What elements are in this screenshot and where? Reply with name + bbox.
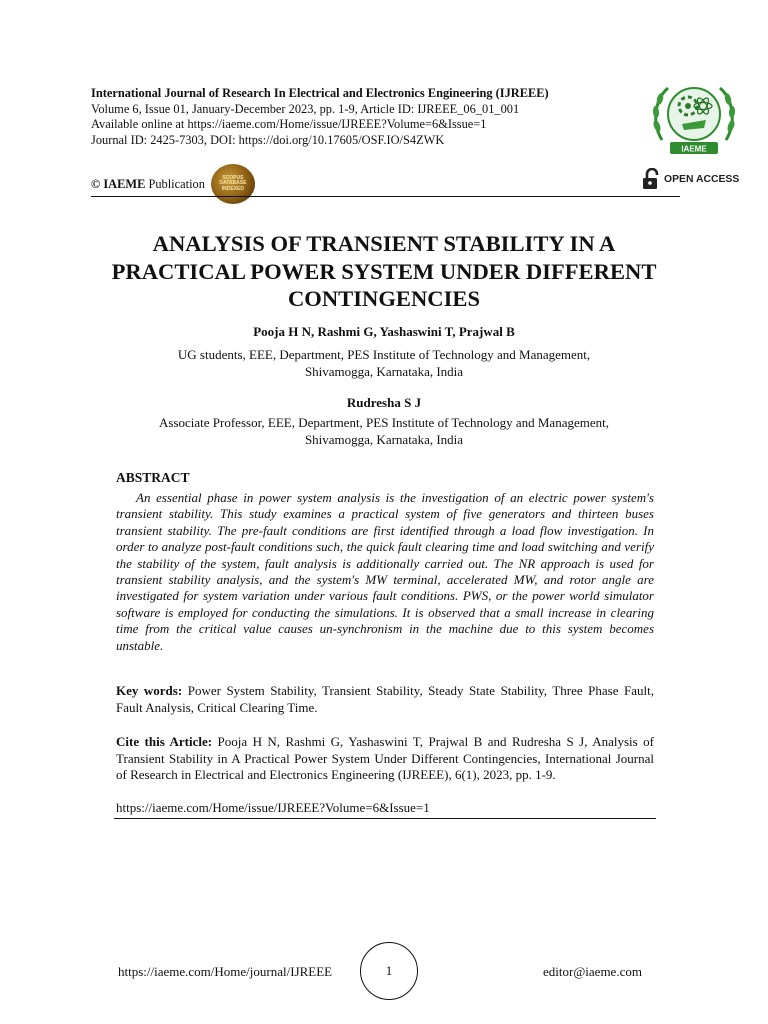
keywords <box>116 683 654 716</box>
open-access-text: OPEN ACCESS <box>664 173 740 185</box>
journal-header <box>91 86 631 148</box>
iaeme-logo-icon <box>648 80 740 162</box>
publisher-name: © IAEME <box>91 176 146 191</box>
affiliation-2-line2: Shivamogga, Karnataka, India <box>304 431 464 447</box>
affiliation-1-line1: UG students, EEE, Department, PES Institute of Technology and Management, <box>177 347 591 362</box>
affiliation-2 <box>91 415 677 448</box>
scopus-badge-icon: SCOPUS DATABASE INDEXED <box>211 164 255 204</box>
affiliation-1-line2: Shivamogga, Karnataka, India <box>304 363 464 379</box>
available-online-line[interactable]: Available online at https://iaeme.com/Home/issue/IJREEE?Volume=6&Issue=1 <box>91 117 487 132</box>
citation-divider <box>114 818 656 819</box>
open-lock-icon <box>642 168 660 190</box>
cite-label: Cite this Article: <box>116 734 213 749</box>
citation <box>116 734 654 784</box>
abstract-heading: ABSTRACT <box>116 470 190 485</box>
footer-journal-url[interactable]: https://iaeme.com/Home/journal/IJREEE <box>118 964 333 979</box>
citation-url[interactable]: https://iaeme.com/Home/issue/IJREEE?Volume=6&Issue=1 <box>116 800 430 815</box>
author-list: Pooja H N, Rashmi G, Yashaswini T, Prajwal B <box>253 324 515 339</box>
logo-text: IAEME <box>681 144 707 154</box>
publisher-suffix: Publication <box>145 176 205 191</box>
affiliation-2-line1: Associate Professor, EEE, Department, PES Institute of Technology and Management, <box>159 415 609 430</box>
abstract-body: An essential phase in power system analysis is the investigation of an electric power system's transient stability. This study examines a practical system of five generators and thirteen buses transient stability. The pre-fault conditions are first identified through a load flow investigation. In order to analyze post-fault conditions such, the quick fault clearing time and load switching and verify the stability of the system, fault analysis is additionally carried out. The NR approach is used for transient stability analysis, and the system's MW terminal, accelerated MW, and rotor angle are investigated for system variation under various fault conditions. PWS, or the power world simulator software is employed for conducting the simulations. It is observed that a small increase in clearing time from the critical value causes un-synchronism in the machine due to this system becomes unstable. <box>116 490 654 653</box>
volume-line: Volume 6, Issue 01, January-December 2023, pp. 1-9, Article ID: IJREEE_06_01_001 <box>91 101 520 116</box>
journal-id-line[interactable]: Journal ID: 2425-7303, DOI: https://doi.org/10.17605/OSF.IO/S4ZWK <box>91 132 445 147</box>
journal-title: International Journal of Research In Electrical and Electronics Engineering (IJREEE) <box>91 86 549 100</box>
cite-text: Pooja H N, Rashmi G, Yashaswini T, Prajwal B and Rudresha S J, Analysis of Transient Stability in A Practical Power System Under Different Contingencies, International Journal of Research in Electrical and Electronics Engineering (IJREEE), 6(1), 2023, pp. 1-9. <box>116 734 654 783</box>
paper-title: ANALYSIS OF TRANSIENT STABILITY IN A PRACTICAL POWER SYSTEM UNDER DIFFERENT CONTINGENCIES <box>111 231 657 311</box>
header-divider <box>91 196 680 197</box>
author-2: Rudresha S J <box>346 395 422 410</box>
affiliation-1 <box>91 347 677 380</box>
open-access-label <box>642 168 739 190</box>
footer-email[interactable]: editor@iaeme.com <box>543 964 642 979</box>
publisher-line <box>91 164 255 204</box>
keywords-text: Power System Stability, Transient Stability, Steady State Stability, Three Phase Fault, Fault Analysis, Critical Clearing Time. <box>116 683 654 715</box>
keywords-label: Key words: <box>116 683 183 698</box>
page-number-text: 1 <box>385 963 393 978</box>
page-number <box>360 942 418 1000</box>
